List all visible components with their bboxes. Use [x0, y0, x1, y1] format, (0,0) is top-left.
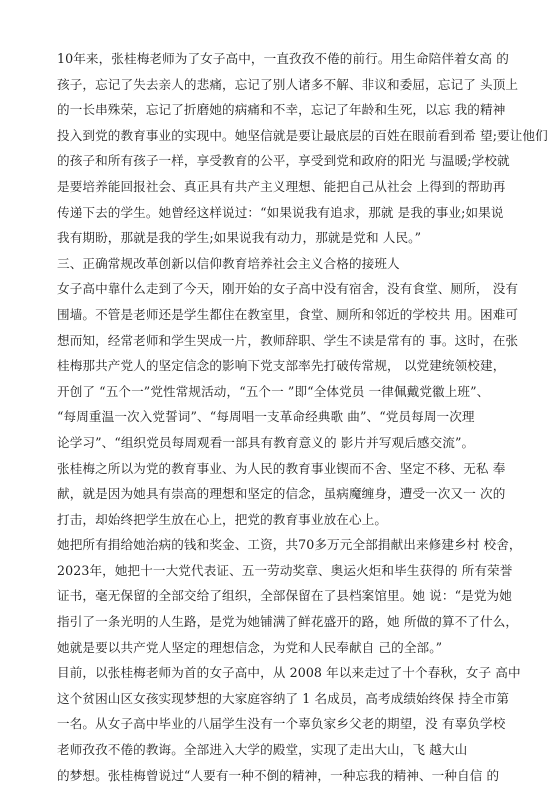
text-line: 献，就是因为她具有崇高的理想和坚定的信念，虽病魔缠身，遭受一次又一 次的	[57, 486, 506, 502]
text-line: 的孩子和所有孩子一样，享受教育的公平，享受到党和政府的阳光 与温暖;学校就	[57, 153, 510, 169]
text-line: 目前，以张桂梅老师为首的女子高中，从 2008 年以来走过了十个春秋，女子 高中	[57, 665, 521, 681]
text-line: 是要培养能回报社会、真正具有共产主义理想、能把自己从社会 上得到的帮助再	[57, 178, 506, 194]
text-line: 的梦想。张桂梅曾说过“人要有一种不倒的精神，一种忘我的精神、一种自信 的	[57, 767, 500, 783]
text-line: 桂梅那共产党人的坚定信念的影响下党支部率先打破传常规， 以党建统领校建，	[57, 358, 506, 374]
text-line: 她把所有捐给她治病的钱和奖金、工资，共70多万元全部捐献出来修建乡村 校舍，	[57, 537, 522, 553]
text-line: 女子高中靠什么走到了今天，刚开始的女子高中没有宿舍，没有食堂、厕所， 没有	[57, 281, 519, 297]
text-line: 张桂梅之所以为党的教育事业、为人民的教育事业锲而不舍、坚定不移、无私 奉	[57, 460, 506, 476]
text-line: 围墙。不管是老师还是学生都住在教室里，食堂、厕所和邻近的学校共 用。困难可	[57, 306, 519, 322]
text-line: 一名。从女子高中毕业的八届学生没有一个辜负家乡父老的期望，没 有辜负学校	[57, 716, 506, 732]
text-line: 10年来，张桂梅老师为了女子高中，一直孜孜不倦的前行。用生命陪伴着女高 的	[57, 51, 509, 66]
text-line: 老师孜孜不倦的教诲。全部进入大学的殿堂，实现了走出大山，飞 越大山	[57, 742, 468, 758]
section-heading: 三、正确常规改革创新以信仰教育培养社会主义合格的接班人	[57, 255, 400, 271]
text-line: 打击，却始终把学生放在心上，把党的教育事业放在心上。	[57, 511, 388, 527]
text-line: 论学习”、“组织党员每周观看一部具有教育意义的 影片并写观后感交流”。	[57, 434, 475, 450]
text-line: 想而知，经常老师和学生哭成一片，教师辞职、学生不读是常有的 事。这时，在张	[57, 332, 519, 348]
text-line: 她就是要以共产党人坚定的理想信念，为党和人民奉献自 己的全部。”	[57, 639, 443, 655]
text-line: 2023年，她把十一大党代表证、五一劳动奖章、奥运火炬和毕生获得的 所有荣誉	[57, 562, 513, 578]
text-line: 指引了一条光明的人生路，是党为她铺满了鲜花盛开的路，她 所做的算不了什么，	[57, 614, 519, 630]
text-line: 的一长串殊荣，忘记了折磨她的病痛和不幸，忘记了年龄和生死，以忘 我的精神	[57, 102, 506, 118]
text-line: 开创了 “五个一”党性常规活动，“五个一 ”即“全体党员 一律佩戴党徽上班”、	[57, 383, 490, 399]
text-line: 投入到党的教育事业的实现中。她坚信就是要让最底层的百姓在眼前看到希 望;要让他们	[57, 127, 548, 143]
text-line: “每周重温一次入党誓词”、“每周唱一支革命经典歌 曲”、“党员每周一次理	[57, 409, 475, 425]
text-line: 传递下去的学生。她曾经这样说过：“如果说我有追求，那就 是我的事业;如果说	[57, 204, 504, 220]
text-line: 这个贫困山区女孩实现梦想的大家庭容纳了 1 名成员，高考成绩始终保 持全市第	[57, 690, 510, 706]
text-line: 我有期盼，那就是我的学生;如果说我有动力，那就是党和 人民。”	[57, 230, 422, 246]
text-line: 孩子，忘记了失去亲人的悲痛，忘记了别人诸多不解、非议和委屈，忘记了 头顶上	[57, 76, 519, 92]
text-line: 证书，毫无保留的全部交给了组织，全部保留在了县档案馆里。她 说：“是党为她	[57, 588, 512, 604]
